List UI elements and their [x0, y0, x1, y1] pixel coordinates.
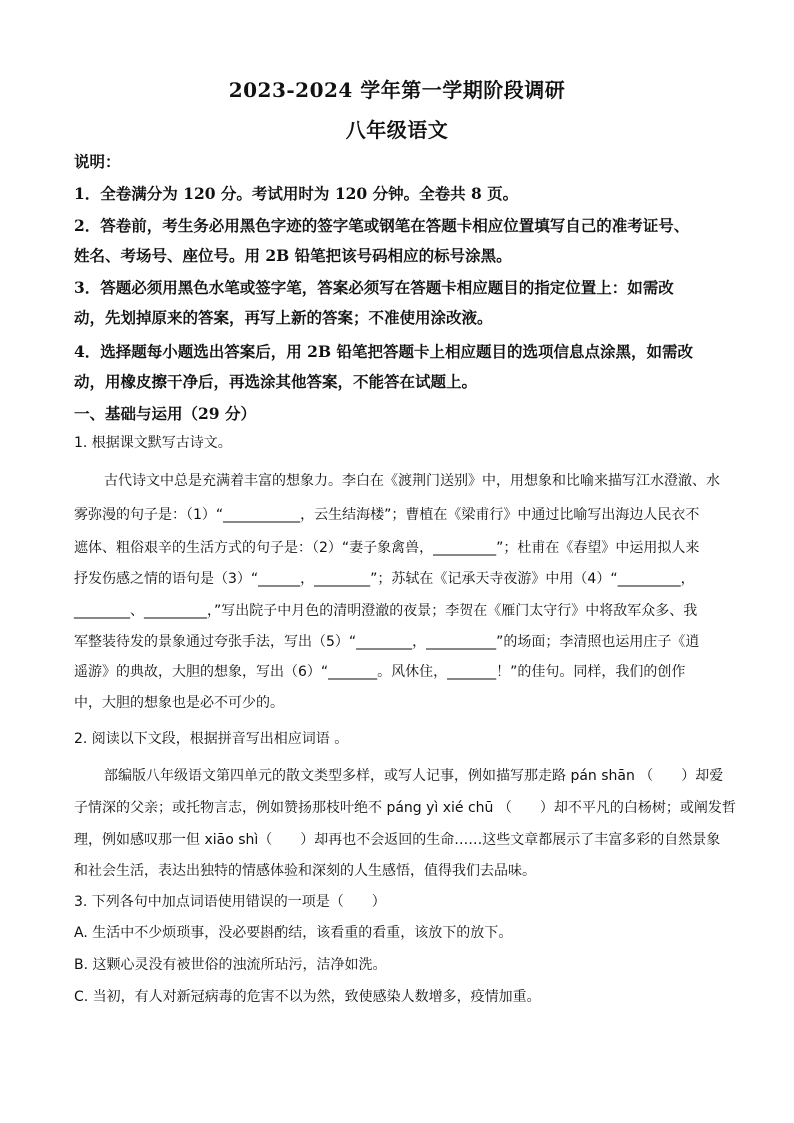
- question-3-prompt: 3. 下列各句中加点词语使用错误的一项是（ ）: [74, 894, 386, 910]
- question-1-prompt: 1. 根据课文默写古诗文。: [74, 435, 232, 451]
- instruction-line: 2．答卷前，考生务必用黑色字迹的签字笔或钢笔在答题卡相应位置填写自己的准考证号、: [74, 216, 690, 235]
- question-2-text-line: 子情深的父亲；或托物言志，例如赞扬那枝叶绝不 páng yì xié chū （ ）却不平凡的白杨树；或阐发哲: [74, 800, 736, 816]
- question-1-text-line: 军整装待发的景象通过夸张手法，写出（5）“________，__________”的场面；李清照也运用庄子《逍: [74, 634, 700, 650]
- question-1-text-line: 抒发伤感之情的语句是（3）“______，________”；苏轼在《记承天寺夜游》中用（4）“_________，: [74, 571, 695, 587]
- question-2-text-line: 理，例如感叹那一但 xiāo shì（ ）却再也不会返回的生命……这些文章都展示了丰富多彩的自然景象: [74, 832, 721, 848]
- instruction-line: 动，先划掉原来的答案，再写上新的答案；不准使用涂改液。: [74, 308, 493, 327]
- question-1-text-line: 遥游》的典故，大胆的想象，写出（6）“_______。风休住，_______！”的佳句。同样，我们的创作: [74, 664, 686, 680]
- question-1-text-line: 雾弥漫的句子是：（1）“___________，云生结海楼”；曹植在《梁甫行》中通过比喻写出海边人民衣不: [74, 507, 700, 523]
- instruction-line: 4．选择题每小题选出答案后，用 2B 铅笔把答题卡上相应题目的选项信息点涂黑，如需改: [74, 342, 693, 361]
- exam-title: 2023-2024 学年第一学期阶段调研: [228, 78, 566, 102]
- question-2-text-line: 部编版八年级语文第四单元的散文类型多样，或写人记事，例如描写那走路 pán shān （ ）却爱: [104, 768, 724, 784]
- question-2-text-line: 和社会生活，表达出独特的情感体验和深刻的人生感悟，值得我们去品味。: [74, 863, 536, 879]
- instruction-line: 动，用橡皮擦干净后，再选涂其他答案，不能答在试题上。: [74, 372, 478, 391]
- question-1-text-line: 中，大胆的想象也是必不可少的。: [74, 695, 284, 711]
- question-2-prompt: 2. 阅读以下文段，根据拼音写出相应词语 。: [74, 731, 349, 747]
- question-1-text-line: 遮体、粗俗艰辛的生活方式的句子是：（2）“妻子象禽兽，_________”；杜甫在《春望》中运用拟人来: [74, 540, 700, 556]
- instruction-line: 3．答题必须用黑色水笔或签字笔，答案必须写在答题卡相应题目的指定位置上：如需改: [74, 278, 674, 297]
- instructions-label: 说明：: [74, 152, 121, 171]
- question-3-option: C. 当初，有人对新冠病毒的危害不以为然，致使感染人数增多，疫情加重。: [74, 989, 541, 1005]
- question-3-option: A. 生活中不少烦琐事，没必要斟酌结，该看重的看重，该放下的放下。: [74, 925, 513, 941]
- section-heading: 一、基础与运用（29 分）: [74, 404, 256, 423]
- exam-subtitle: 八年级语文: [345, 118, 449, 142]
- question-1-text-line: ________、_________，”写出院子中月色的清明澄澈的夜景；李贺在《雁门太守行》中将敌军众多、我: [74, 603, 698, 619]
- instruction-line: 1．全卷满分为 120 分。考试用时为 120 分钟。全卷共 8 页。: [74, 184, 519, 203]
- question-3-option: B. 这颗心灵没有被世俗的浊流所玷污，洁净如洗。: [74, 957, 387, 973]
- instruction-line: 姓名、考场号、座位号。用 2B 铅笔把该号码相应的标号涂黑。: [74, 246, 512, 265]
- question-1-text-line: 古代诗文中总是充满着丰富的想象力。李白在《渡荆门送别》中，用想象和比喻来描写江水澄澈、水: [104, 473, 720, 489]
